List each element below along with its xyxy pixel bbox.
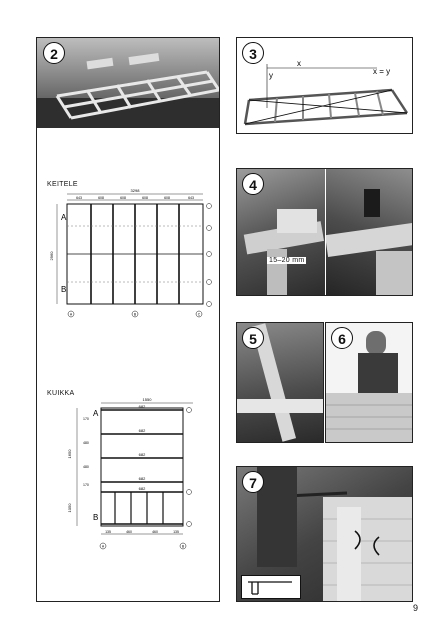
step-number-4: 4 [242, 173, 264, 195]
kuikka-joist-length: 682 [138, 428, 146, 433]
diagram3-eq-label: x = y [373, 67, 391, 76]
keitele-row-label-a: A [61, 213, 67, 222]
left-panel [36, 37, 220, 602]
step-number-6: 6 [331, 327, 353, 349]
step-number-7: 7 [242, 471, 264, 493]
keitele-axis-label: C [197, 312, 201, 317]
kuikka-bottom-dim: 460 [152, 530, 158, 534]
diagram3-y-label: y [269, 71, 273, 80]
keitele-top-dim: 608 [98, 196, 104, 200]
keitele-row-label-b: B [61, 285, 67, 294]
step4-panel [236, 168, 413, 296]
keitele-side-total: 2960 [49, 251, 54, 261]
kuikka-joist-length: 682 [138, 486, 146, 491]
keitele-top-total: 3298 [130, 188, 140, 193]
step5-panel [236, 322, 324, 443]
keitele-axis-label: B [133, 312, 137, 317]
kuikka-side-dim: 480 [83, 465, 89, 469]
kuikka-side-total: 1650 [67, 449, 72, 459]
kuikka-side-dim: 480 [83, 441, 89, 445]
keitele-axis-label: A [69, 312, 73, 317]
plan-kuikka-title: KUIKKA [47, 390, 75, 397]
plan-keitele-title: KEITELE [47, 181, 78, 188]
kuikka-joist-length: 682 [138, 452, 146, 457]
plan-kuikka-drawing [43, 396, 219, 556]
step4-gap-label: 15–20 mm [269, 257, 305, 264]
step7-tool-inset [241, 575, 301, 599]
kuikka-top-total: 1550 [142, 397, 152, 402]
keitele-top-dim: 643 [188, 196, 194, 200]
step-number-5: 5 [242, 327, 264, 349]
kuikka-joist-length: 682 [138, 404, 146, 409]
step4-photo-right [326, 169, 413, 295]
step3-panel [236, 37, 413, 134]
keitele-top-dim: 643 [76, 196, 82, 200]
kuikka-row-label-a: A [93, 409, 99, 418]
keitele-top-dim: 608 [142, 196, 148, 200]
keitele-top-dim: 608 [120, 196, 126, 200]
step6-panel [325, 322, 413, 443]
kuikka-side-dim: 170 [83, 483, 89, 487]
step-number-3: 3 [242, 42, 264, 64]
kuikka-row-label-b: B [93, 513, 99, 522]
step-number-2: 2 [43, 42, 65, 64]
kuikka-axis-label: B [181, 544, 185, 549]
kuikka-bottom-dim: 460 [126, 530, 132, 534]
step7-panel [236, 466, 413, 602]
kuikka-axis-label: A [101, 544, 105, 549]
keitele-top-dim: 608 [164, 196, 170, 200]
kuikka-side-dim: 170 [83, 417, 89, 421]
kuikka-joist-length: 682 [138, 476, 146, 481]
diagram3-x-label: x [297, 59, 301, 68]
kuikka-bottom-dim: 135 [173, 530, 179, 534]
kuikka-side-total-b: 1050 [67, 503, 72, 513]
page-number: 9 [412, 603, 418, 613]
plan-keitele-drawing [43, 186, 219, 321]
kuikka-bottom-dim: 135 [105, 530, 111, 534]
